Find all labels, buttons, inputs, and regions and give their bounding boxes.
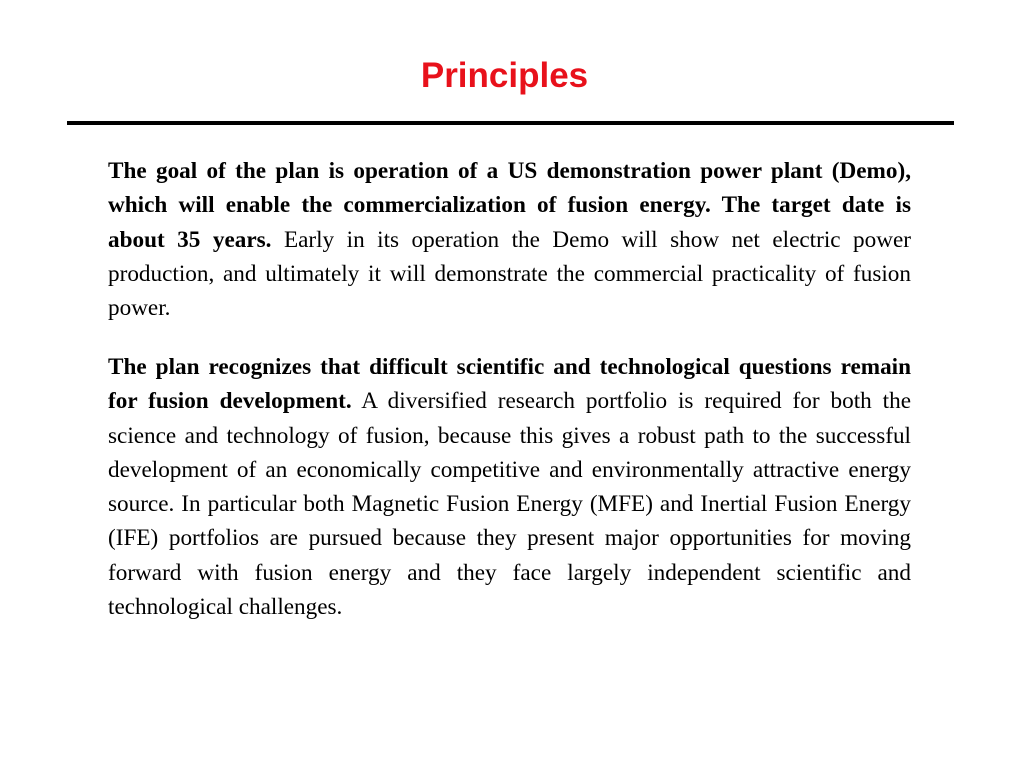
paragraph-research-body: A diversified research portfolio is required for both the science and technology of fusion, because this gives a robust path to the successful development of an economically competitive and environmentally attractive energy source. In particular both Magnetic Fusion Energy (MFE) and Inertial Fusion Energy (IFE) portfolios are pursued because they present major opportunities for moving forward with fusion energy and they face largely independent scientific and technological challenges.: [108, 388, 911, 621]
paragraph-goal-body: Early in its operation the Demo will show net electric power production, and ultimately it will demonstrate the commercial practicality of fusion power.: [108, 226, 912, 322]
page-title: Principles: [420, 56, 589, 95]
title-divider: [67, 121, 954, 125]
paragraph-goal-lead: The goal of the plan is operation of a US demonstration power plant (Demo), which will enable the commercialization of fusion energy. The target date is about 35 years.: [108, 158, 911, 253]
paragraph-research-lead: The plan recognizes that difficult scientific and technological questions remain for fusion development.: [108, 354, 911, 415]
paragraph-research: [108, 350, 911, 624]
paragraph-goal: [108, 154, 911, 325]
